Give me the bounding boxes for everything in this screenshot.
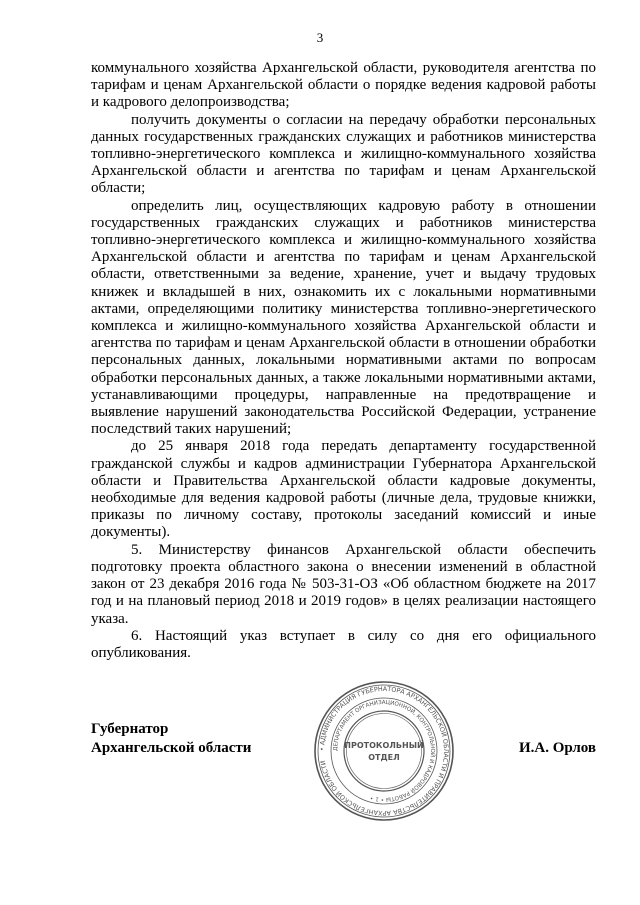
official-stamp — [313, 680, 455, 822]
paragraph-transfer-documents: до 25 января 2018 года передать департаменту государственной гражданской службы и кадров администрации Губернатора Архангельской области и Правительства Архангельской области кадровые документы, необходимые для ведения кадровой работы (личные дела, трудовые книжки, приказы по личному составу, протоколы заседаний комиссий и иные документы). — [91, 438, 596, 541]
stamp-center-line2: ОТДЕЛ — [368, 753, 400, 762]
paragraph-item-6: 6. Настоящий указ вступает в силу со дня его официального опубликования. — [91, 627, 596, 661]
stamp-center-line1: ПРОТОКОЛЬНЫЙ — [344, 741, 424, 750]
paragraph-define-persons: определить лиц, осуществляющих кадровую работу в отношении государственных гражданских служащих и работников министерства топливно-энергетического комплекса и жилищно-коммунального хозяйства Архангельской области и агентства по тарифам и ценам Архангельской области, ответственными за ведение, хранение, учет и выдачу трудовых книжек и вкладышей в них, ознакомить их с локальными нормативными актами, определяющими политику министерства топливно-энергетического комплекса и жилищно-коммунального хозяйства Архангельской области и агентства по тарифам и ценам Архангельской области в отношении обработки персональных данных, локальными нормативными актами по вопросам обработки персональных данных, а также локальными нормативными актами, устанавливающими процедуры, направленные на предотвращение и выявление нарушений законодательства Российской Федерации, устранение последствий таких нарушений; — [91, 197, 596, 438]
stamp-inner-text: ДЕПАРТАМЕНТ ОРГАНИЗАЦИОННОЙ, КОНТРОЛЬНОЙ И КАДРОВОЙ РАБОТЫ • 1 • — [332, 699, 436, 803]
signatory-position-line2: Архангельской области — [91, 740, 252, 756]
paragraph-item-5: 5. Министерству финансов Архангельской области обеспечить подготовку проекта областного закона о внесении изменений в областной закон от 23 декабря 2016 года № 503-31-ОЗ «Об областном бюджете на 2017 год и на плановый период 2018 и 2019 годов» в целях реализации настоящего указа. — [91, 541, 596, 627]
paragraph-continuation: коммунального хозяйства Архангельской области, руководителя агентства по тарифам и ценам Архангельской области о порядке ведения кадровой работы и кадрового делопроизводства; — [91, 60, 596, 111]
paragraph-obtain-consent: получить документы о согласии на передачу обработки персональных данных государственных гражданских служащих и работников министерства топливно-энергетического комплекса и жилищно-коммунального хозяйства Архангельской области и агентства по тарифам и ценам Архангельской области; — [91, 111, 596, 197]
signatory-position-line1: Губернатор — [91, 721, 169, 737]
document-body — [91, 60, 596, 662]
stamp-outer-text: • АДМИНИСТРАЦИЯ ГУБЕРНАТОРА АРХАНГЕЛЬСКОЙ ОБЛАСТИ И ПРАВИТЕЛЬСТВА АРХАНГЕЛЬСКОЙ ОБЛАСТИ — [317, 684, 451, 818]
signatory-name: И.А. Орлов — [518, 740, 596, 756]
page-number: 3 — [316, 30, 324, 45]
